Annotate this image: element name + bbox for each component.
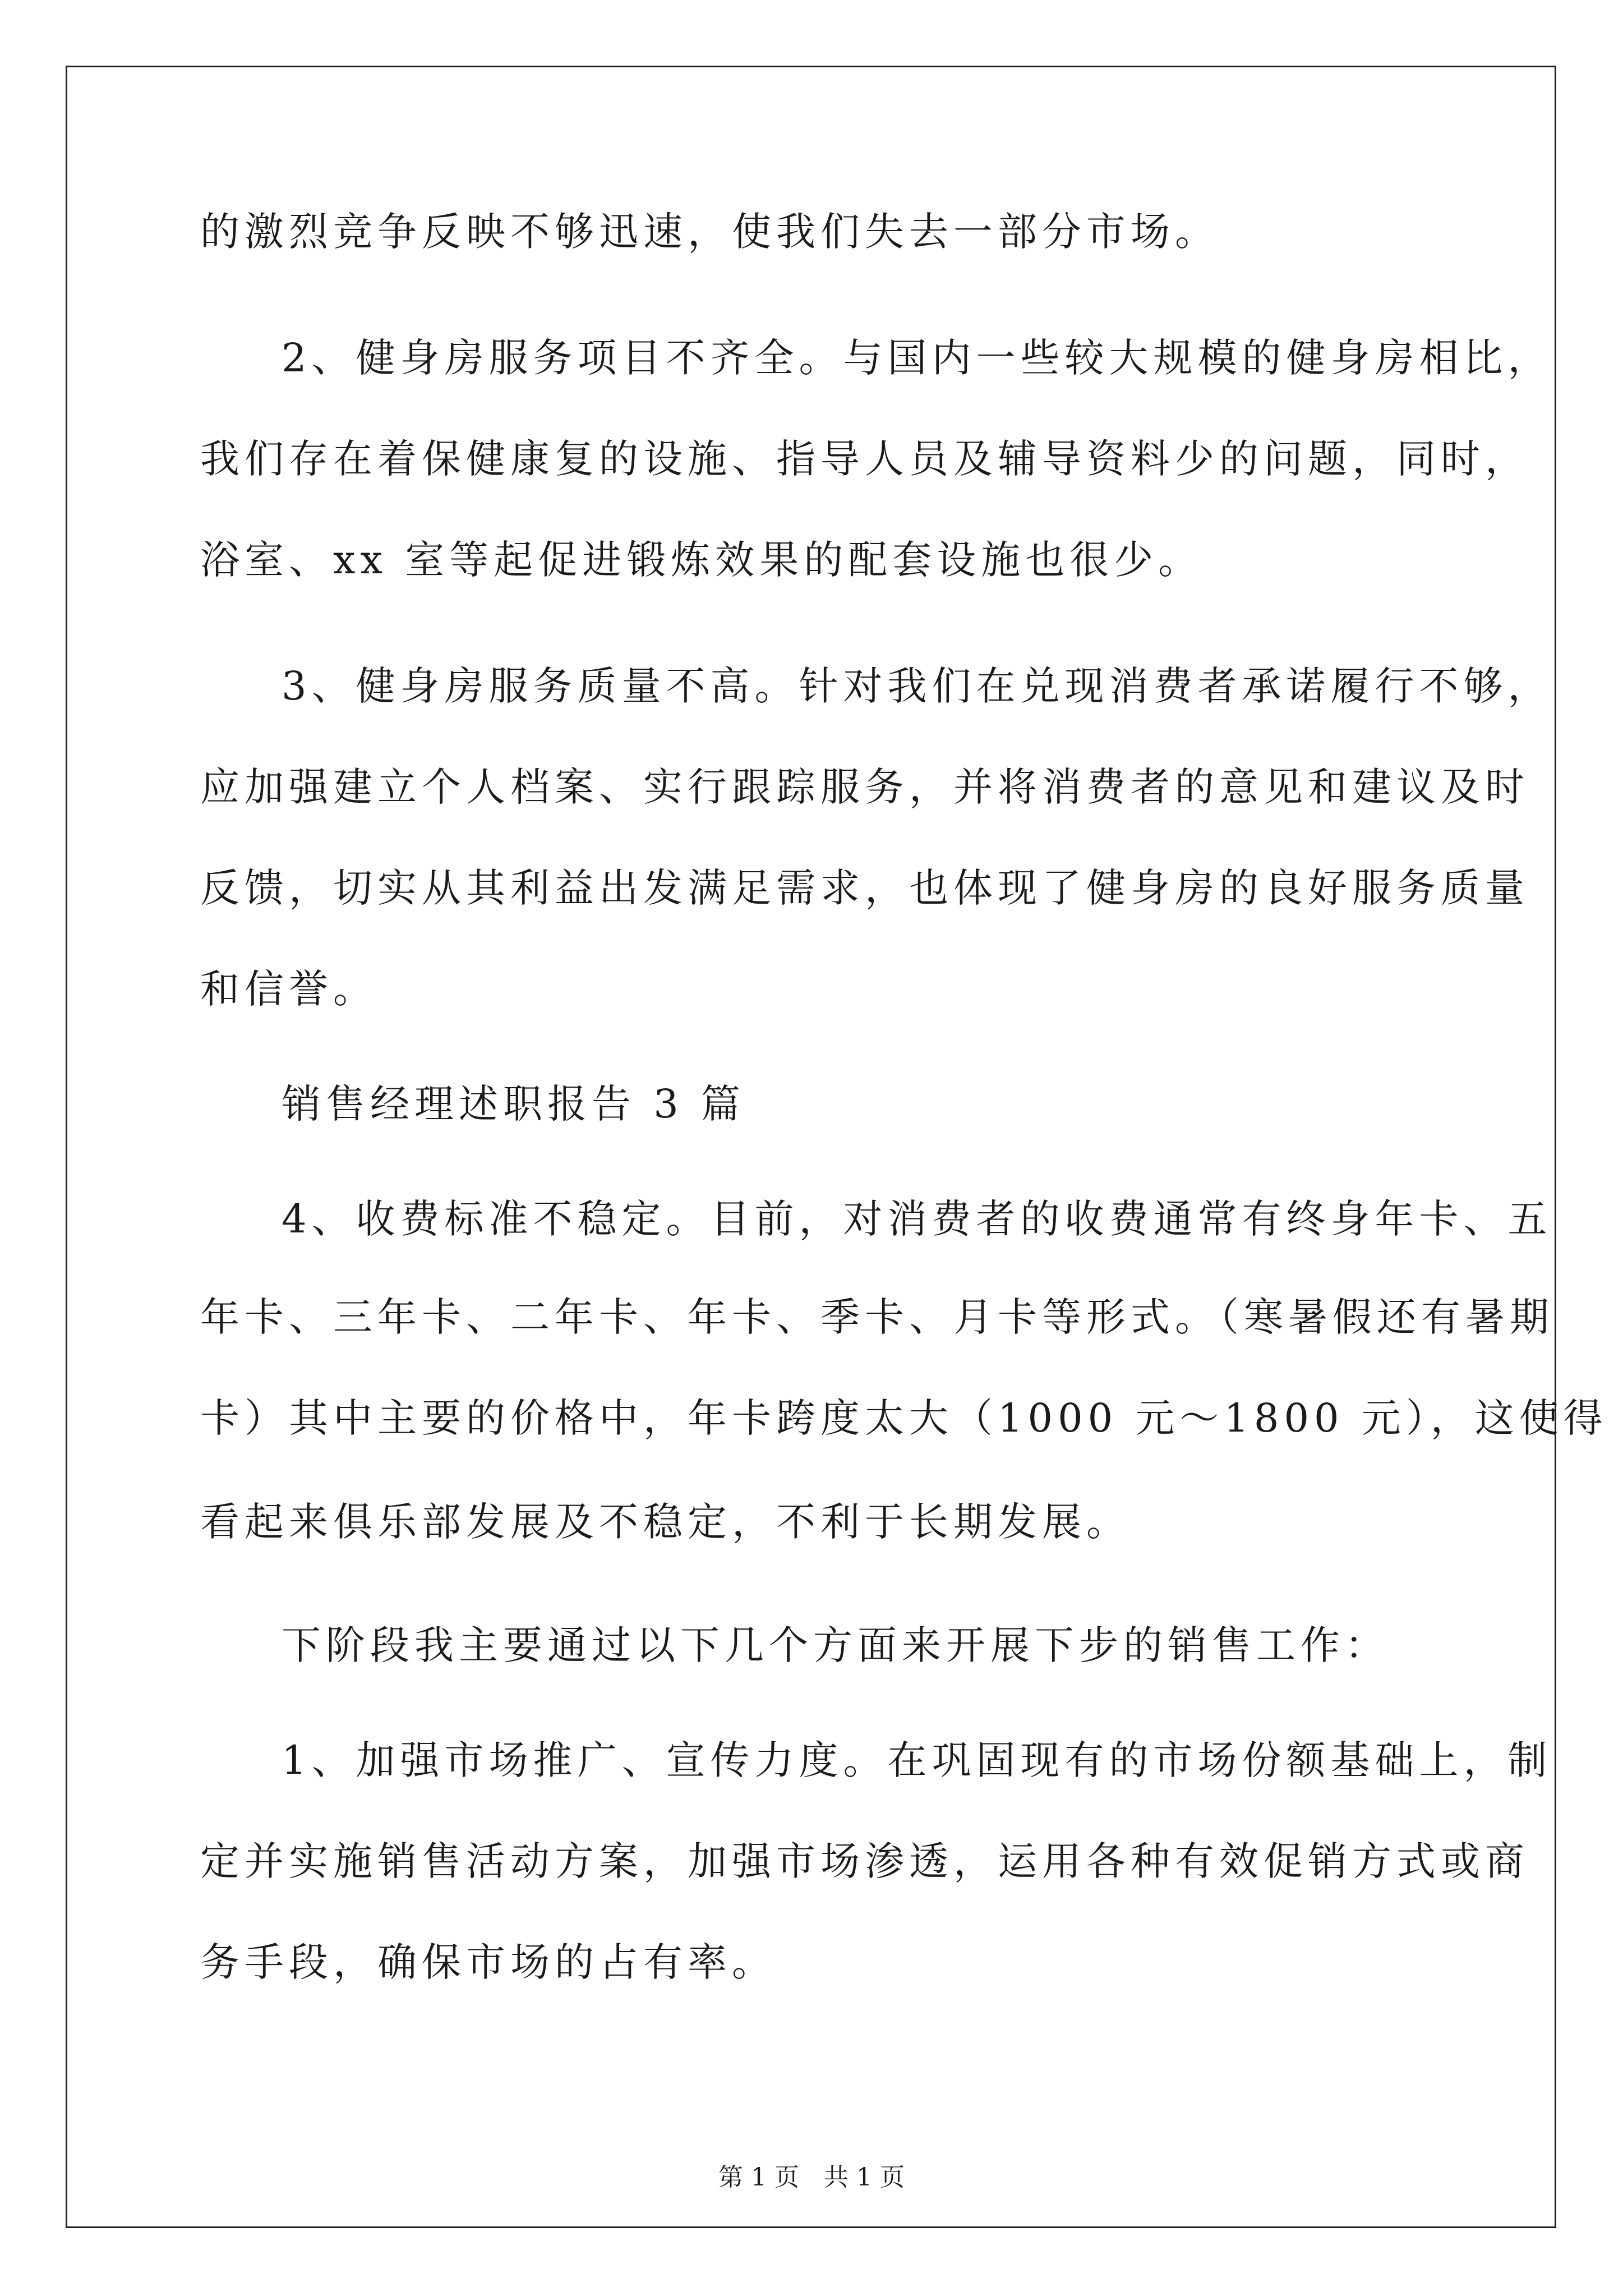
body-text-line: 看起来俱乐部发展及不稳定，不利于长期发展。 [200, 1499, 1131, 1545]
body-text-line: 4、收费标准不稳定。目前，对消费者的收费通常有终身年卡、五 [282, 1196, 1552, 1242]
body-text-line: 浴室、xx 室等起促进锻炼效果的配套设施也很少。 [200, 537, 1203, 583]
body-text-line: 3、健身房服务质量不高。针对我们在兑现消费者承诺履行不够， [282, 663, 1552, 709]
page-number-footer: 第 1 页 共 1 页 [718, 2163, 905, 2192]
body-text-line: 年卡、三年卡、二年卡、年卡、季卡、月卡等形式。（寒暑假还有暑期 [200, 1294, 1554, 1340]
body-text-line: 定并实施销售活动方案，加强市场渗透，运用各种有效促销方式或商 [200, 1838, 1529, 1884]
body-text-line: 我们存在着保健康复的设施、指导人员及辅导资料少的问题，同时， [200, 436, 1529, 482]
body-text-line: 应加强建立个人档案、实行跟踪服务，并将消费者的意见和建议及时 [200, 764, 1529, 810]
body-text-line: 反馈，切实从其利益出发满足需求，也体现了健身房的良好服务质量 [200, 865, 1529, 911]
body-text-line: 的激烈竞争反映不够迅速，使我们失去一部分市场。 [200, 209, 1219, 255]
body-text-line: 务手段，确保市场的占有率。 [200, 1939, 776, 1985]
section-heading: 销售经理述职报告 3 篇 [282, 1081, 746, 1127]
body-text-line: 1、加强市场推广、宣传力度。在巩固现有的市场份额基础上，制 [282, 1737, 1552, 1783]
body-text-line: 和信誉。 [200, 966, 377, 1012]
page-border [66, 66, 1556, 2228]
body-text-line: 2、健身房服务项目不齐全。与国内一些较大规模的健身房相比， [282, 335, 1552, 381]
body-text-line: 卡）其中主要的价格中，年卡跨度太大（1000 元～1800 元），这使得 [200, 1395, 1608, 1441]
body-text-line: 下阶段我主要通过以下几个方面来开展下步的销售工作： [282, 1622, 1389, 1668]
